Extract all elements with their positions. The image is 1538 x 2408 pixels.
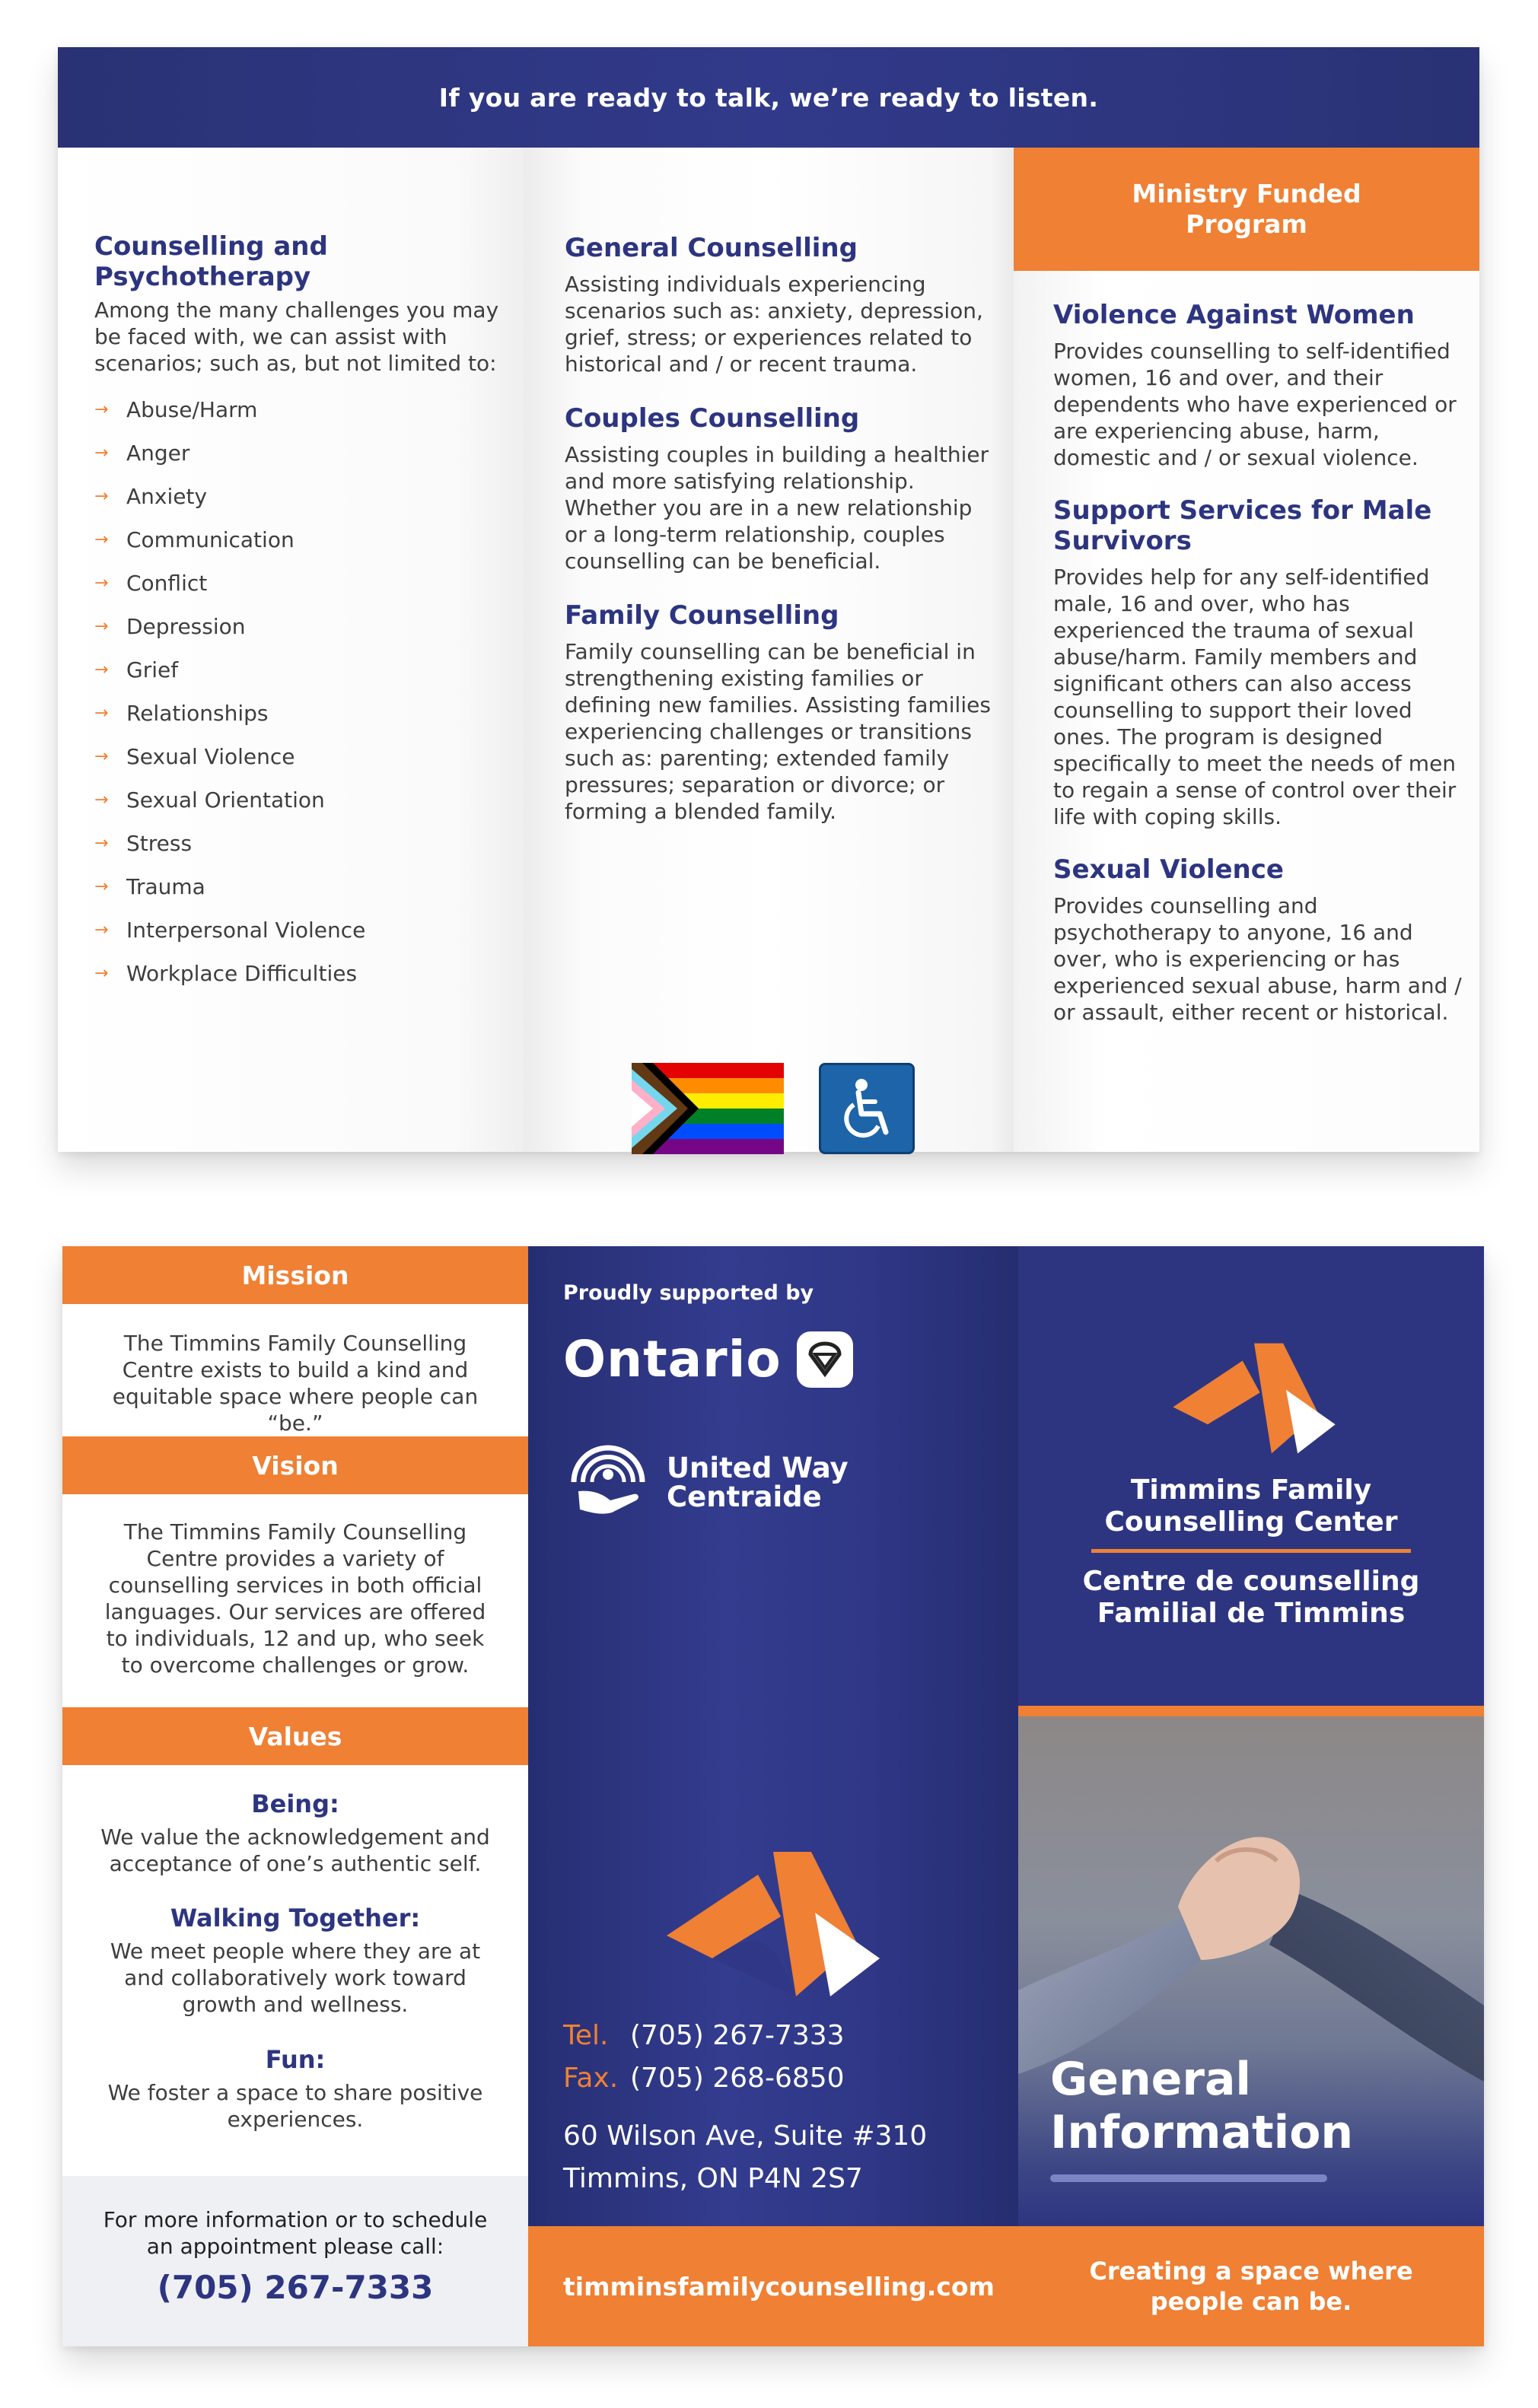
arrow-icon: → — [94, 964, 109, 983]
mission-text: The Timmins Family Counselling Centre exists to build a kind and equitable space where people can “be.” — [112, 1331, 479, 1436]
panel-counselling-types — [524, 148, 1014, 1152]
contact-phone[interactable]: (705) 267-7333 — [157, 2269, 434, 2306]
couples-counselling-section — [565, 403, 991, 574]
ministry-line1: Ministry Funded — [1132, 179, 1361, 208]
tagline-footer — [1018, 2226, 1484, 2346]
arrow-icon: → — [94, 400, 109, 419]
value-walking-together-text: We meet people where they are at and collaboratively work toward growth and wellness. — [110, 1939, 481, 2017]
general-counselling-text: Assisting individuals experiencing scenarios such as: anxiety, depression, grief, stress; or experiences related to historical and / or recent trauma. — [565, 272, 983, 377]
tel-number[interactable]: (705) 267-7333 — [630, 2020, 845, 2051]
list-item — [94, 526, 505, 570]
cover-stripe — [1018, 1706, 1484, 1716]
values-bar: Values — [62, 1707, 528, 1765]
challenge-list — [94, 396, 505, 1004]
title-underline — [1050, 2174, 1327, 2182]
list-item-label: Sexual Violence — [126, 744, 295, 769]
couples-counselling-heading: Couples Counselling — [565, 403, 860, 434]
list-item-label: Conflict — [126, 571, 208, 596]
united-way-hand-icon — [563, 1436, 653, 1529]
value-fun-title: Fun: — [265, 2045, 326, 2074]
list-item — [94, 873, 505, 917]
list-item-label: Anxiety — [126, 484, 208, 509]
list-item — [94, 440, 505, 483]
list-item — [94, 396, 505, 440]
arrow-icon: → — [94, 877, 109, 896]
value-walking-together — [93, 1905, 498, 2018]
list-item — [94, 657, 505, 700]
tel-label: Tel. — [563, 2020, 609, 2051]
sexual-violence-heading: Sexual Violence — [1053, 854, 1284, 885]
list-item — [94, 787, 505, 830]
contact-details — [563, 2015, 927, 2200]
list-item-label: Abuse/Harm — [126, 397, 258, 422]
panel-counselling-psychotherapy — [58, 148, 524, 1152]
arrow-icon: → — [94, 704, 109, 723]
arrow-icon: → — [94, 487, 109, 506]
family-counselling-section — [565, 600, 991, 825]
family-counselling-text: Family counselling can be beneficial in strengthening existing families or defining new families. Assisting families experiencing challenges or transitions such as: parenting; extended family pressures; separation or divorce; or forming a blended family. — [565, 639, 991, 824]
arrow-icon: → — [94, 790, 109, 810]
org-name-french — [1018, 1566, 1484, 1630]
general-counselling-section — [565, 233, 991, 377]
panel-mission-vision-values — [62, 1246, 528, 2346]
address-line1: 60 Wilson Ave, Suite #310 — [563, 2120, 928, 2152]
violence-against-women-heading: Violence Against Women — [1053, 300, 1415, 330]
value-fun — [93, 2047, 498, 2133]
violence-against-women-section — [1053, 300, 1464, 471]
list-item — [94, 700, 505, 743]
list-item-label: Anger — [126, 441, 190, 466]
tfcc-logo-mark-icon — [667, 1844, 880, 2007]
arrow-icon: → — [94, 834, 109, 853]
list-item-label: Interpersonal Violence — [126, 918, 366, 943]
list-item — [94, 613, 505, 657]
fax-label: Fax. — [563, 2063, 619, 2094]
vision-bar: Vision — [62, 1436, 528, 1494]
address-line2: Timmins, ON P4N 2S7 — [563, 2163, 863, 2194]
ontario-wordmark: Ontario — [563, 1330, 782, 1388]
ontario-logo — [563, 1330, 853, 1388]
panel-back-contact — [528, 1246, 1018, 2346]
arrow-icon: → — [94, 747, 109, 766]
brochure-inside-sheet — [58, 47, 1479, 1152]
value-being — [93, 1791, 498, 1877]
cover-title — [1050, 2053, 1353, 2159]
united-way-logo — [563, 1436, 849, 1529]
list-item-label: Depression — [126, 614, 246, 639]
arrow-icon: → — [94, 444, 109, 463]
general-counselling-heading: General Counselling — [565, 233, 858, 263]
list-item-label: Grief — [126, 657, 179, 682]
panel-ministry-programs — [1014, 148, 1479, 1152]
list-item-label: Trauma — [126, 874, 205, 899]
value-being-title: Being: — [251, 1789, 339, 1818]
brochure-outside-sheet — [62, 1246, 1484, 2346]
mission-bar: Mission — [62, 1246, 528, 1304]
list-item — [94, 743, 505, 787]
trillium-icon — [797, 1331, 853, 1388]
list-item-label: Stress — [126, 831, 193, 856]
value-walking-together-title: Walking Together: — [170, 1904, 421, 1932]
name-divider — [1091, 1549, 1411, 1553]
counselling-heading-line2: Psychotherapy — [94, 262, 311, 292]
panel-cover — [1018, 1246, 1484, 2346]
tagline-line2: people can be. — [1150, 2287, 1352, 2316]
list-item-label: Sexual Orientation — [126, 787, 325, 813]
supported-by-label: Proudly supported by — [563, 1281, 814, 1305]
list-item-label: Workplace Difficulties — [126, 961, 358, 986]
list-item — [94, 830, 505, 873]
list-item-label: Relationships — [126, 701, 269, 726]
sexual-violence-text: Provides counselling and psychotherapy to anyone, 16 and over, who is experiencing or has experienced sexual abuse, harm and / or assault, either recent or historical. — [1053, 893, 1462, 1025]
org-name-en-line2: Counselling Center — [1104, 1506, 1398, 1538]
male-survivors-heading: Support Services for Male Survivors — [1053, 495, 1432, 556]
male-survivors-section — [1053, 495, 1464, 830]
website-footer — [528, 2226, 1018, 2346]
contact-box — [62, 2176, 528, 2346]
violence-against-women-text: Provides counselling to self-identified women, 16 and over, and their dependents who have experienced or are experiencing abuse, harm, domestic and / or sexual violence. — [1053, 339, 1457, 470]
counselling-intro: Among the many challenges you may be faced with, we can assist with scenarios; such as, but not limited to: — [94, 297, 499, 376]
couples-counselling-text: Assisting couples in building a healthier and more satisfying relationship. Whether you are in a new relationship or a long-term relationship, couples counselling can be beneficial. — [565, 442, 989, 574]
sexual-violence-section — [1053, 854, 1464, 1026]
cover-title-line1: General — [1050, 2053, 1251, 2106]
list-item-label: Communication — [126, 527, 295, 552]
org-name-fr-line2: Familial de Timmins — [1097, 1598, 1406, 1629]
tagline-line1: Creating a space where — [1089, 2257, 1413, 2286]
tfcc-cover-logo-icon — [1155, 1338, 1353, 1462]
united-way-line2: Centraide — [667, 1481, 822, 1513]
progress-pride-flag-icon — [632, 1063, 784, 1154]
vision-text: The Timmins Family Counselling Centre provides a variety of counselling services in both official languages. Our services are offered to individuals, 12 and up, who seek to overcome challenges or grow. — [104, 1519, 486, 1678]
arrow-icon: → — [94, 921, 109, 940]
arrow-icon: → — [94, 660, 109, 679]
fax-number: (705) 268-6850 — [630, 2063, 845, 2094]
org-name-english — [1018, 1474, 1484, 1538]
united-way-line1: United Way — [667, 1452, 849, 1484]
cover-title-line2: Information — [1050, 2106, 1354, 2159]
top-banner: If you are ready to talk, we’re ready to listen. — [58, 47, 1479, 148]
arrow-icon: → — [94, 574, 109, 593]
value-being-text: We value the acknowledgement and acceptance of one’s authentic self. — [100, 1824, 490, 1876]
male-survivors-text: Provides help for any self-identified male, 16 and over, who has experienced the trauma of sexual abuse/harm. Family members and significant others can also access counselling to support their loved ones. The program is designed specifically to meet the needs of men to regain a sense of control over their life with coping skills. — [1053, 565, 1457, 829]
contact-prompt: For more information or to schedule an appointment please call: — [103, 2207, 488, 2259]
website-link[interactable]: timminsfamilycounselling.com — [563, 2271, 995, 2301]
family-counselling-heading: Family Counselling — [565, 600, 839, 631]
arrow-icon: → — [94, 617, 109, 636]
org-name-en-line1: Timmins Family — [1130, 1474, 1372, 1506]
org-name-fr-line1: Centre de counselling — [1082, 1566, 1420, 1597]
counselling-heading-line1: Counselling and — [94, 231, 328, 262]
list-item — [94, 917, 505, 960]
arrow-icon: → — [94, 530, 109, 549]
ministry-funded-banner — [1014, 148, 1479, 271]
list-item — [94, 483, 505, 526]
wheelchair-accessible-icon — [819, 1063, 915, 1154]
list-item — [94, 570, 505, 613]
value-fun-text: We foster a space to share positive experiences. — [107, 2080, 483, 2132]
list-item — [94, 960, 505, 1004]
ministry-line2: Program — [1186, 209, 1307, 239]
